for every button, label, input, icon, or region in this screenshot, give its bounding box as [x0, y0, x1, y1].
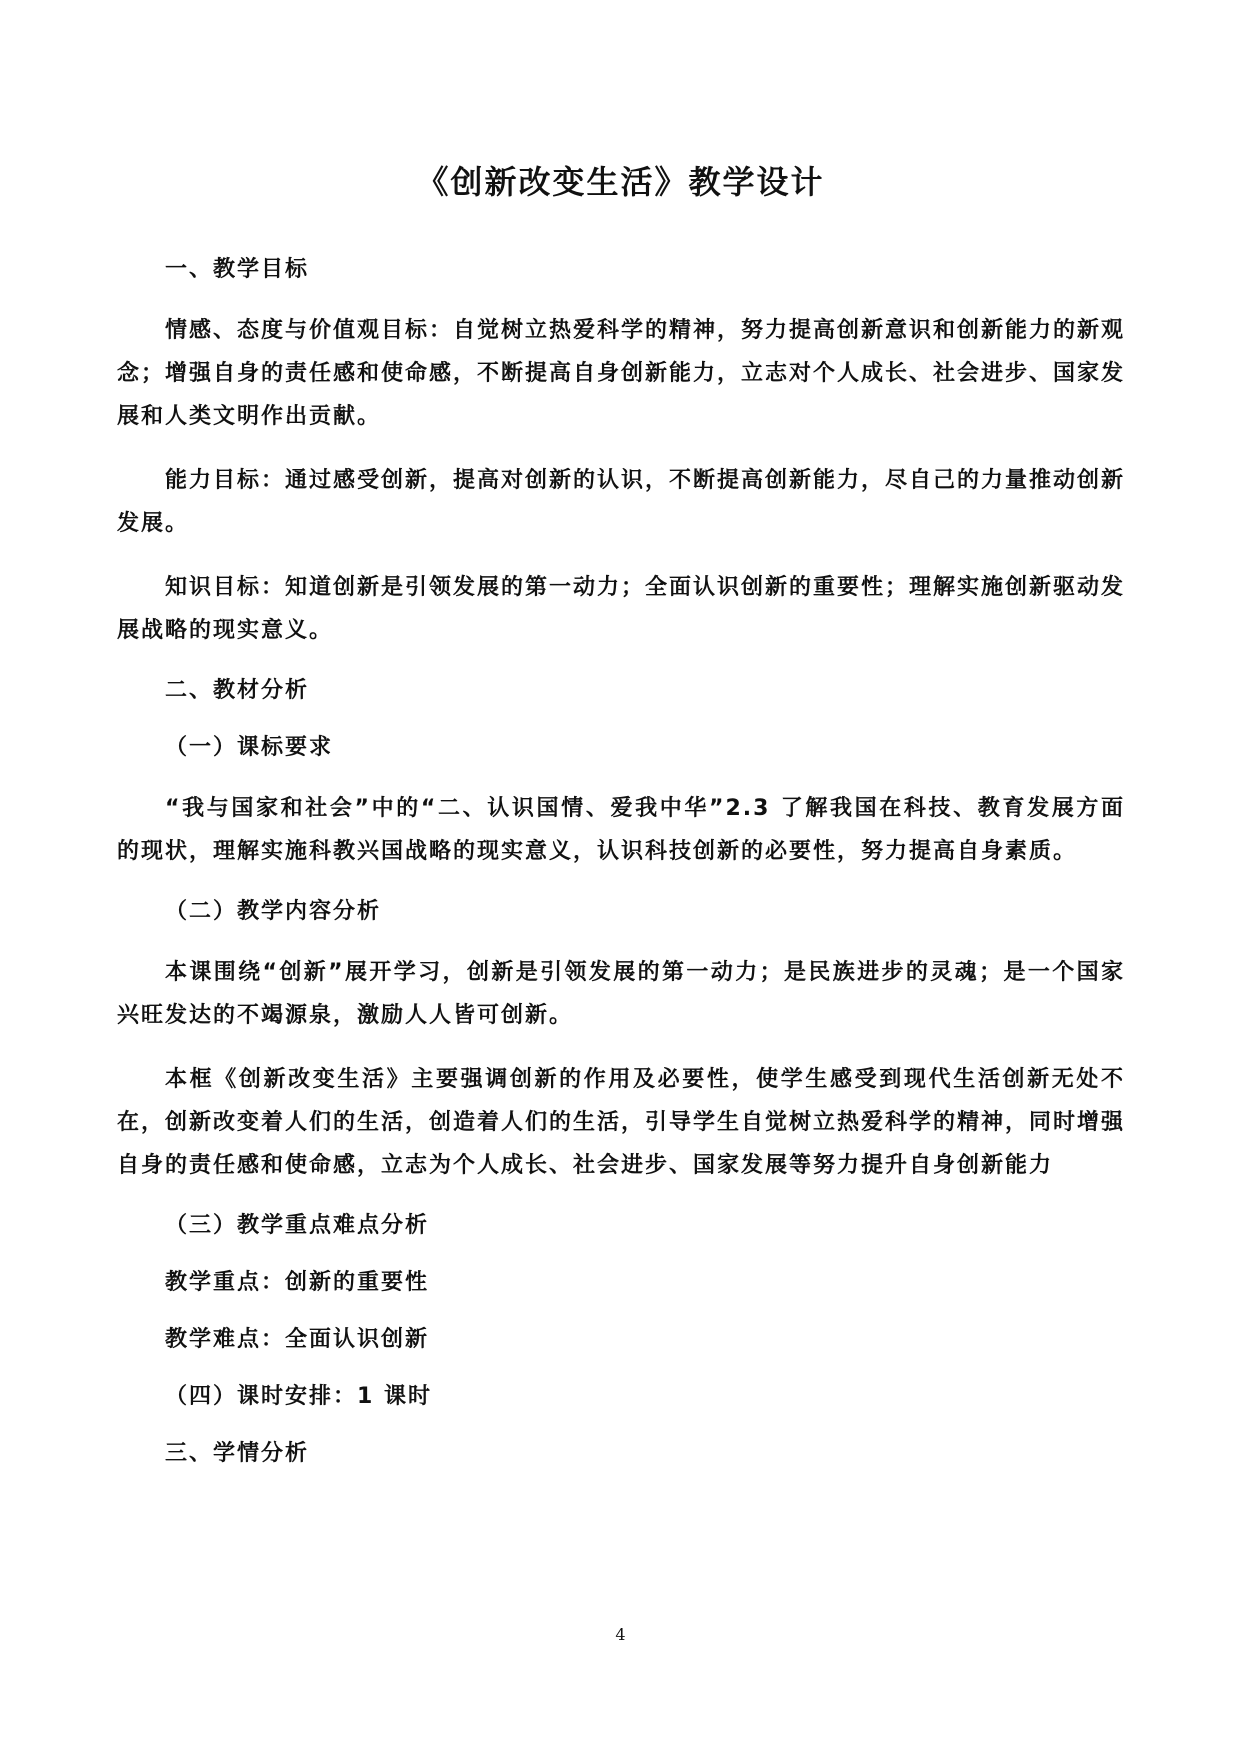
paragraph-ability-goal: 能力目标：通过感受创新，提高对创新的认识，不断提高创新能力，尽自己的力量推动创新发展。	[117, 468, 1126, 536]
document-title: 《创新改变生活》教学设计	[416, 163, 825, 201]
section-heading-student-analysis: 三、学情分析	[165, 1441, 310, 1466]
paragraph-emotion-goal: 情感、态度与价值观目标：自觉树立热爱科学的精神，努力提高创新意识和创新能力的新观念；增强自身的责任感和使命感，不断提高自身创新能力，立志对个人成长、社会进步、国家发展和人类文明作出贡献。	[117, 318, 1126, 429]
section-heading-textbook-analysis: 二、教材分析	[165, 678, 310, 703]
subheading-curriculum-standard: （一）课标要求	[165, 735, 334, 760]
subheading-class-hours: （四）课时安排：1 课时	[165, 1384, 432, 1409]
text-key-point: 教学重点：创新的重要性	[165, 1270, 430, 1295]
subheading-content-analysis: （二）教学内容分析	[165, 899, 382, 924]
paragraph-knowledge-goal: 知识目标：知道创新是引领发展的第一动力；全面认识创新的重要性；理解实施创新驱动发展战略的现实意义。	[117, 575, 1126, 643]
section-heading-teaching-goals: 一、教学目标	[165, 257, 310, 282]
paragraph-content-analysis-2: 本框《创新改变生活》主要强调创新的作用及必要性，使学生感受到现代生活创新无处不在，创新改变着人们的生活，创造着人们的生活，引导学生自觉树立热爱科学的精神，同时增强自身的责任感和使命感，立志为个人成长、社会进步、国家发展等努力提升自身创新能力	[117, 1067, 1126, 1178]
document-body	[117, 252, 1125, 1472]
text-difficult-point: 教学难点：全面认识创新	[165, 1327, 430, 1352]
page-number: 4	[615, 1625, 626, 1644]
paragraph-content-analysis-1: 本课围绕“创新”展开学习，创新是引领发展的第一动力；是民族进步的灵魂；是一个国家兴旺发达的不竭源泉，激励人人皆可创新。	[117, 960, 1125, 1028]
subheading-key-difficult-points: （三）教学重点难点分析	[165, 1213, 430, 1238]
paragraph-curriculum-standard: “我与国家和社会”中的“二、认识国情、爱我中华”2.3 了解我国在科技、教育发展方面的现状，理解实施科教兴国战略的现实意义，认识科技创新的必要性，努力提高自身素质。	[117, 796, 1125, 864]
